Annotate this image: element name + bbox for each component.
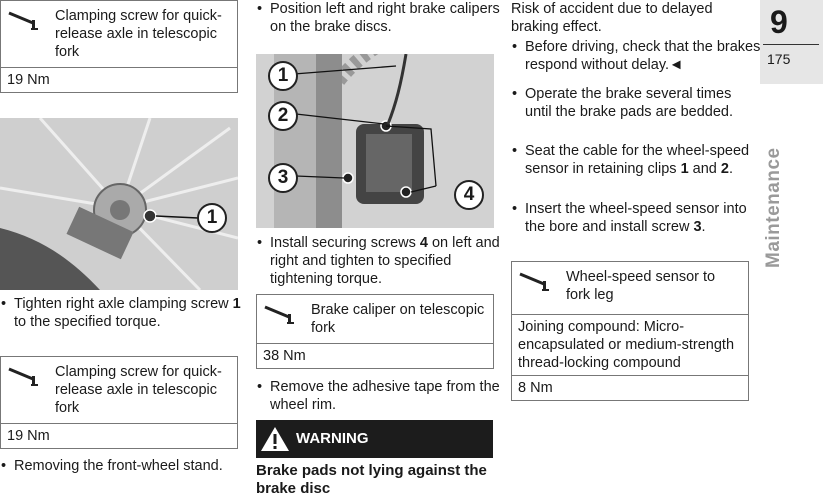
step-text-mid: and — [688, 161, 721, 177]
step-text: Insert the wheel-speed sensor into the bore and install screw — [525, 201, 747, 235]
callout-4: 4 — [454, 180, 484, 210]
step-tighten-axle-screw — [0, 295, 246, 331]
step-text: Install securing screws — [270, 235, 420, 251]
torque-value: 38 Nm — [257, 343, 493, 368]
torque-table-header — [1, 1, 237, 67]
chapter-number: 9 — [770, 4, 788, 40]
photo-axle-clamping-screw — [0, 118, 238, 290]
section-label: Maintenance — [763, 147, 784, 268]
step-text: Before driving, check that the brakes respond without delay. — [525, 39, 761, 73]
torque-value: 8 Nm — [512, 375, 748, 400]
warning-triangle-icon — [260, 426, 290, 452]
torque-table-axle-top — [0, 0, 238, 93]
tab-divider — [763, 44, 819, 45]
torque-table-title: Brake caliper on telescopic fork — [311, 302, 485, 336]
step-seat-cable — [511, 142, 757, 178]
torque-wrench-icon — [7, 365, 41, 387]
torque-table-title: Clamping screw for quick-release axle in telescopic fork — [55, 364, 222, 416]
step-insert-sensor — [511, 200, 757, 236]
warning-heading: Brake pads not lying against the brake disc — [256, 462, 487, 497]
step-check-brakes — [511, 38, 765, 74]
step-text-end: . — [701, 219, 706, 235]
torque-table-header — [257, 295, 493, 343]
step-text-end: on left and right and tighten to specified tightening torque. — [270, 235, 500, 287]
torque-value: 19 Nm — [1, 423, 237, 448]
step-text-end: . — [728, 161, 733, 177]
torque-wrench-icon — [7, 9, 41, 31]
torque-wrench-icon — [518, 270, 552, 292]
callout-1: 1 — [197, 203, 227, 233]
part-ref: 1 — [232, 296, 241, 312]
step-operate-brake: • Operate the brake several times until the brake pads are bedded. — [511, 85, 757, 121]
part-ref: 4 — [419, 235, 428, 251]
photo-brake-caliper — [256, 54, 494, 228]
joining-compound: Joining compound: Micro-encapsulated or medium-strength thread-locking compound — [512, 314, 748, 375]
step-removing-stand: • Removing the front-wheel stand. — [0, 457, 246, 475]
torque-table-header — [512, 262, 748, 314]
callout-1: 1 — [268, 61, 298, 91]
step-remove-tape: • Remove the adhesive tape from the wheel rim. — [256, 378, 502, 414]
page-number: 175 — [767, 51, 791, 67]
torque-table-title: Wheel-speed sensor to fork leg — [566, 269, 716, 303]
torque-table-header — [1, 357, 237, 423]
torque-table-axle-bottom — [0, 356, 238, 449]
torque-wrench-icon — [263, 303, 297, 325]
step-text: Seat the cable for the wheel-speed sensor in retaining clips — [525, 143, 750, 177]
callout-2: 2 — [268, 101, 298, 131]
step-text: Tighten right axle clamping screw — [14, 296, 233, 312]
callout-3: 3 — [268, 163, 298, 193]
axle-illustration — [0, 118, 238, 290]
step-text-end: to the specified torque. — [14, 314, 161, 330]
step-install-screws — [256, 234, 502, 288]
torque-value: 19 Nm — [1, 67, 237, 92]
torque-table-brake-caliper — [256, 294, 494, 369]
warning-label: WARNING — [296, 430, 369, 447]
step-position-calipers: • Position left and right brake calipers on the brake discs. — [256, 0, 502, 36]
torque-table-title: Clamping screw for quick-release axle in telescopic fork — [55, 8, 222, 60]
warning-banner — [256, 420, 493, 458]
part-ref: 1 — [680, 161, 689, 177]
part-ref: 3 — [693, 219, 702, 235]
end-of-section-marker: ◄ — [669, 57, 684, 73]
torque-table-wheel-speed-sensor — [511, 261, 749, 401]
risk-text: Risk of accident due to delayed braking effect. — [511, 1, 713, 35]
part-ref: 2 — [720, 161, 729, 177]
